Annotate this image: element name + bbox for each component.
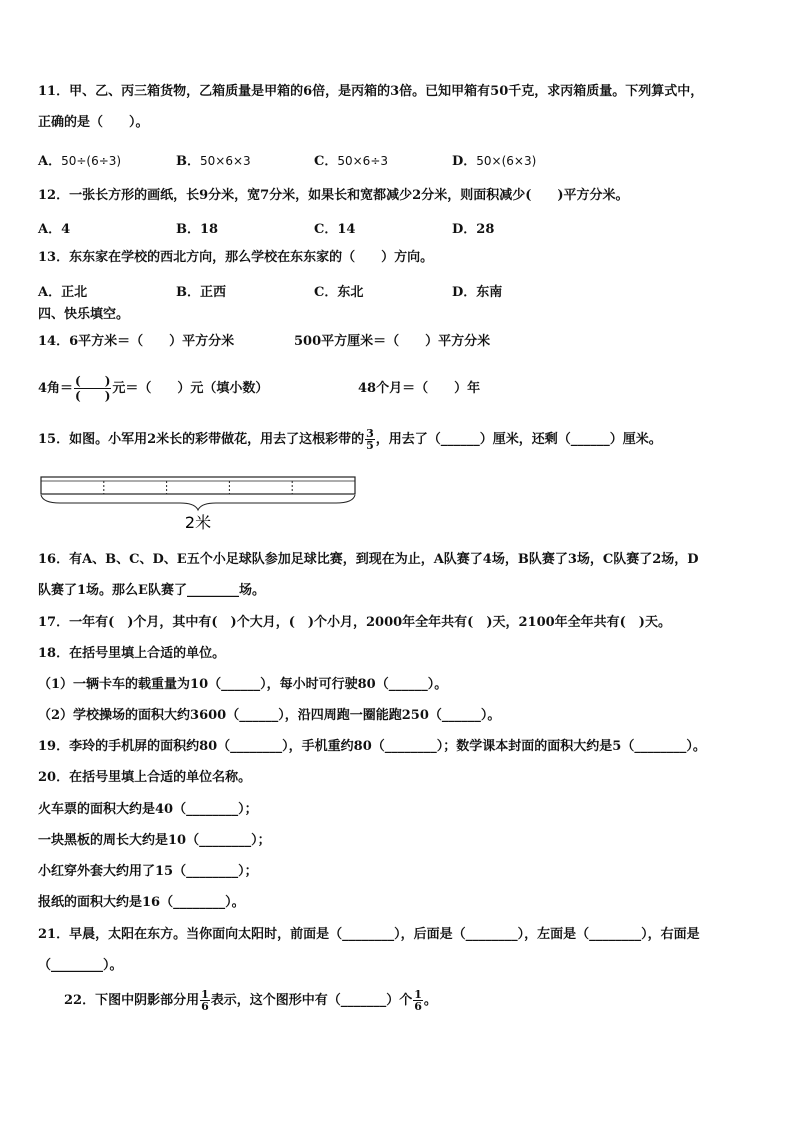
question-20-item: 火车票的面积大约是40（________）；: [38, 802, 258, 817]
question-22-prefix: 22．下图中阴影部分用: [64, 993, 200, 1008]
fraction-denominator: ( ): [75, 389, 111, 403]
option-c: C．东北: [314, 285, 364, 300]
question-14-part-c-prefix: 4角＝: [38, 381, 74, 396]
ribbon-dividers: [104, 481, 292, 494]
question-21-line1: 21．早晨，太阳在东方。当你面向太阳时，前面是（________），后面是（________），左面是（________），右面是: [38, 927, 700, 942]
question-16-line2: 队赛了1场。那么E队赛了________场。: [38, 583, 265, 598]
option-c: C．50×6÷3: [314, 154, 389, 169]
question-14-part-c-suffix: 元＝（ ）元（填小数）: [112, 381, 269, 396]
question-18-sub1: （1）一辆卡车的载重量为10（______），每小时可行驶80（______）。: [38, 677, 448, 692]
fraction: [200, 989, 210, 1012]
question-16-line1: 16．有A、B、C、D、E五个小足球队参加足球比赛，到现在为止，A队赛了4场，B队赛了3场，C队赛了2场，D: [38, 552, 699, 567]
option-b: B．18: [176, 222, 219, 237]
question-12-options: [38, 218, 590, 237]
fraction-numerator: ( ): [75, 374, 111, 388]
option-b: B．正西: [176, 285, 227, 300]
option-a: A．正北: [38, 285, 88, 300]
question-20-item: 小红穿外套大约用了15（________）；: [38, 864, 258, 879]
question-13-line1: 13．东东家在学校的西北方向，那么学校在东东家的（ ）方向。: [38, 250, 434, 265]
brace: [41, 495, 355, 510]
option-d: D．28: [452, 222, 495, 237]
question-15: [38, 427, 760, 453]
fraction-denominator: 5: [366, 439, 374, 452]
question-15-suffix: ，用去了（______）厘米，还剩（______）厘米。: [375, 432, 662, 447]
question-14-part-a: 14．6平方米＝（ ）平方分米: [38, 334, 235, 349]
question-15-prefix: 15．如图。小军用2米长的彩带做花，用去了这根彩带的: [38, 432, 365, 447]
question-11-line1: 11．甲、乙、丙三箱货物，乙箱质量是甲箱的6倍，是丙箱的3倍。已知甲箱有50千克，求丙箱质量。下列算式中，: [38, 84, 704, 99]
question-14-part-d: 48个月＝（ ）年: [358, 381, 481, 396]
question-18-title: 18．在括号里填上合适的单位。: [38, 646, 226, 661]
question-17: 17．一年有( )个月，其中有( )个大月，( )个小月，2000年全年共有( )天，2100年全年共有( )天。: [38, 615, 671, 630]
fraction-denominator: 6: [414, 1000, 422, 1013]
option-d: D．50×(6×3): [452, 154, 537, 169]
ribbon-svg: [40, 476, 360, 536]
question-11-options: [38, 150, 590, 169]
fraction-numerator: 3: [366, 427, 374, 440]
option-b: B．50×6×3: [176, 154, 251, 169]
option-a: A．50÷(6÷3): [38, 154, 122, 169]
question-21-line2: （________）。: [38, 958, 123, 973]
fraction-numerator: 1: [201, 988, 209, 1001]
question-11-line2: 正确的是（ ）。: [38, 115, 149, 130]
option-a: A．4: [38, 222, 71, 237]
question-22-suffix: 。: [423, 993, 437, 1008]
option-c: C．14: [314, 222, 356, 237]
fraction: [365, 428, 375, 451]
question-20-item: 报纸的面积大约是16（________）。: [38, 895, 245, 910]
question-20-item: 一块黑板的周长大约是10（________）；: [38, 833, 271, 848]
fraction: [74, 374, 111, 403]
fraction-denominator: 6: [201, 1000, 209, 1013]
question-13-options: [38, 281, 590, 300]
question-22: [64, 987, 760, 1015]
ribbon-diagram: [40, 476, 360, 540]
question-14-row1: [38, 333, 760, 351]
fraction-numerator: 1: [414, 988, 422, 1001]
ribbon-outline: [41, 477, 355, 494]
question-18-sub2: （2）学校操场的面积大约3600（______），沿四周跑一圈能跑250（______）。: [38, 708, 501, 723]
question-12-line1: 12．一张长方形的画纸，长9分米，宽7分米，如果长和宽都减少2分米，则面积减少( )平方分米。: [38, 188, 629, 203]
question-20-title: 20．在括号里填上合适的单位名称。: [38, 770, 252, 785]
question-22-middle: 表示，这个图形中有（_______）个: [210, 993, 413, 1008]
fraction: [413, 989, 423, 1012]
section-heading: 四、快乐填空。: [38, 307, 130, 322]
question-14-part-b: 500平方厘米＝（ ）平方分米: [294, 334, 491, 349]
question-14-row2: [38, 374, 760, 404]
ribbon-length-label: 2米: [184, 513, 212, 532]
option-d: D．东南: [452, 285, 503, 300]
question-19: 19．李玲的手机屏的面积约80（________），手机重约80（________）；数学课本封面的面积大约是5（________）。: [38, 739, 706, 754]
